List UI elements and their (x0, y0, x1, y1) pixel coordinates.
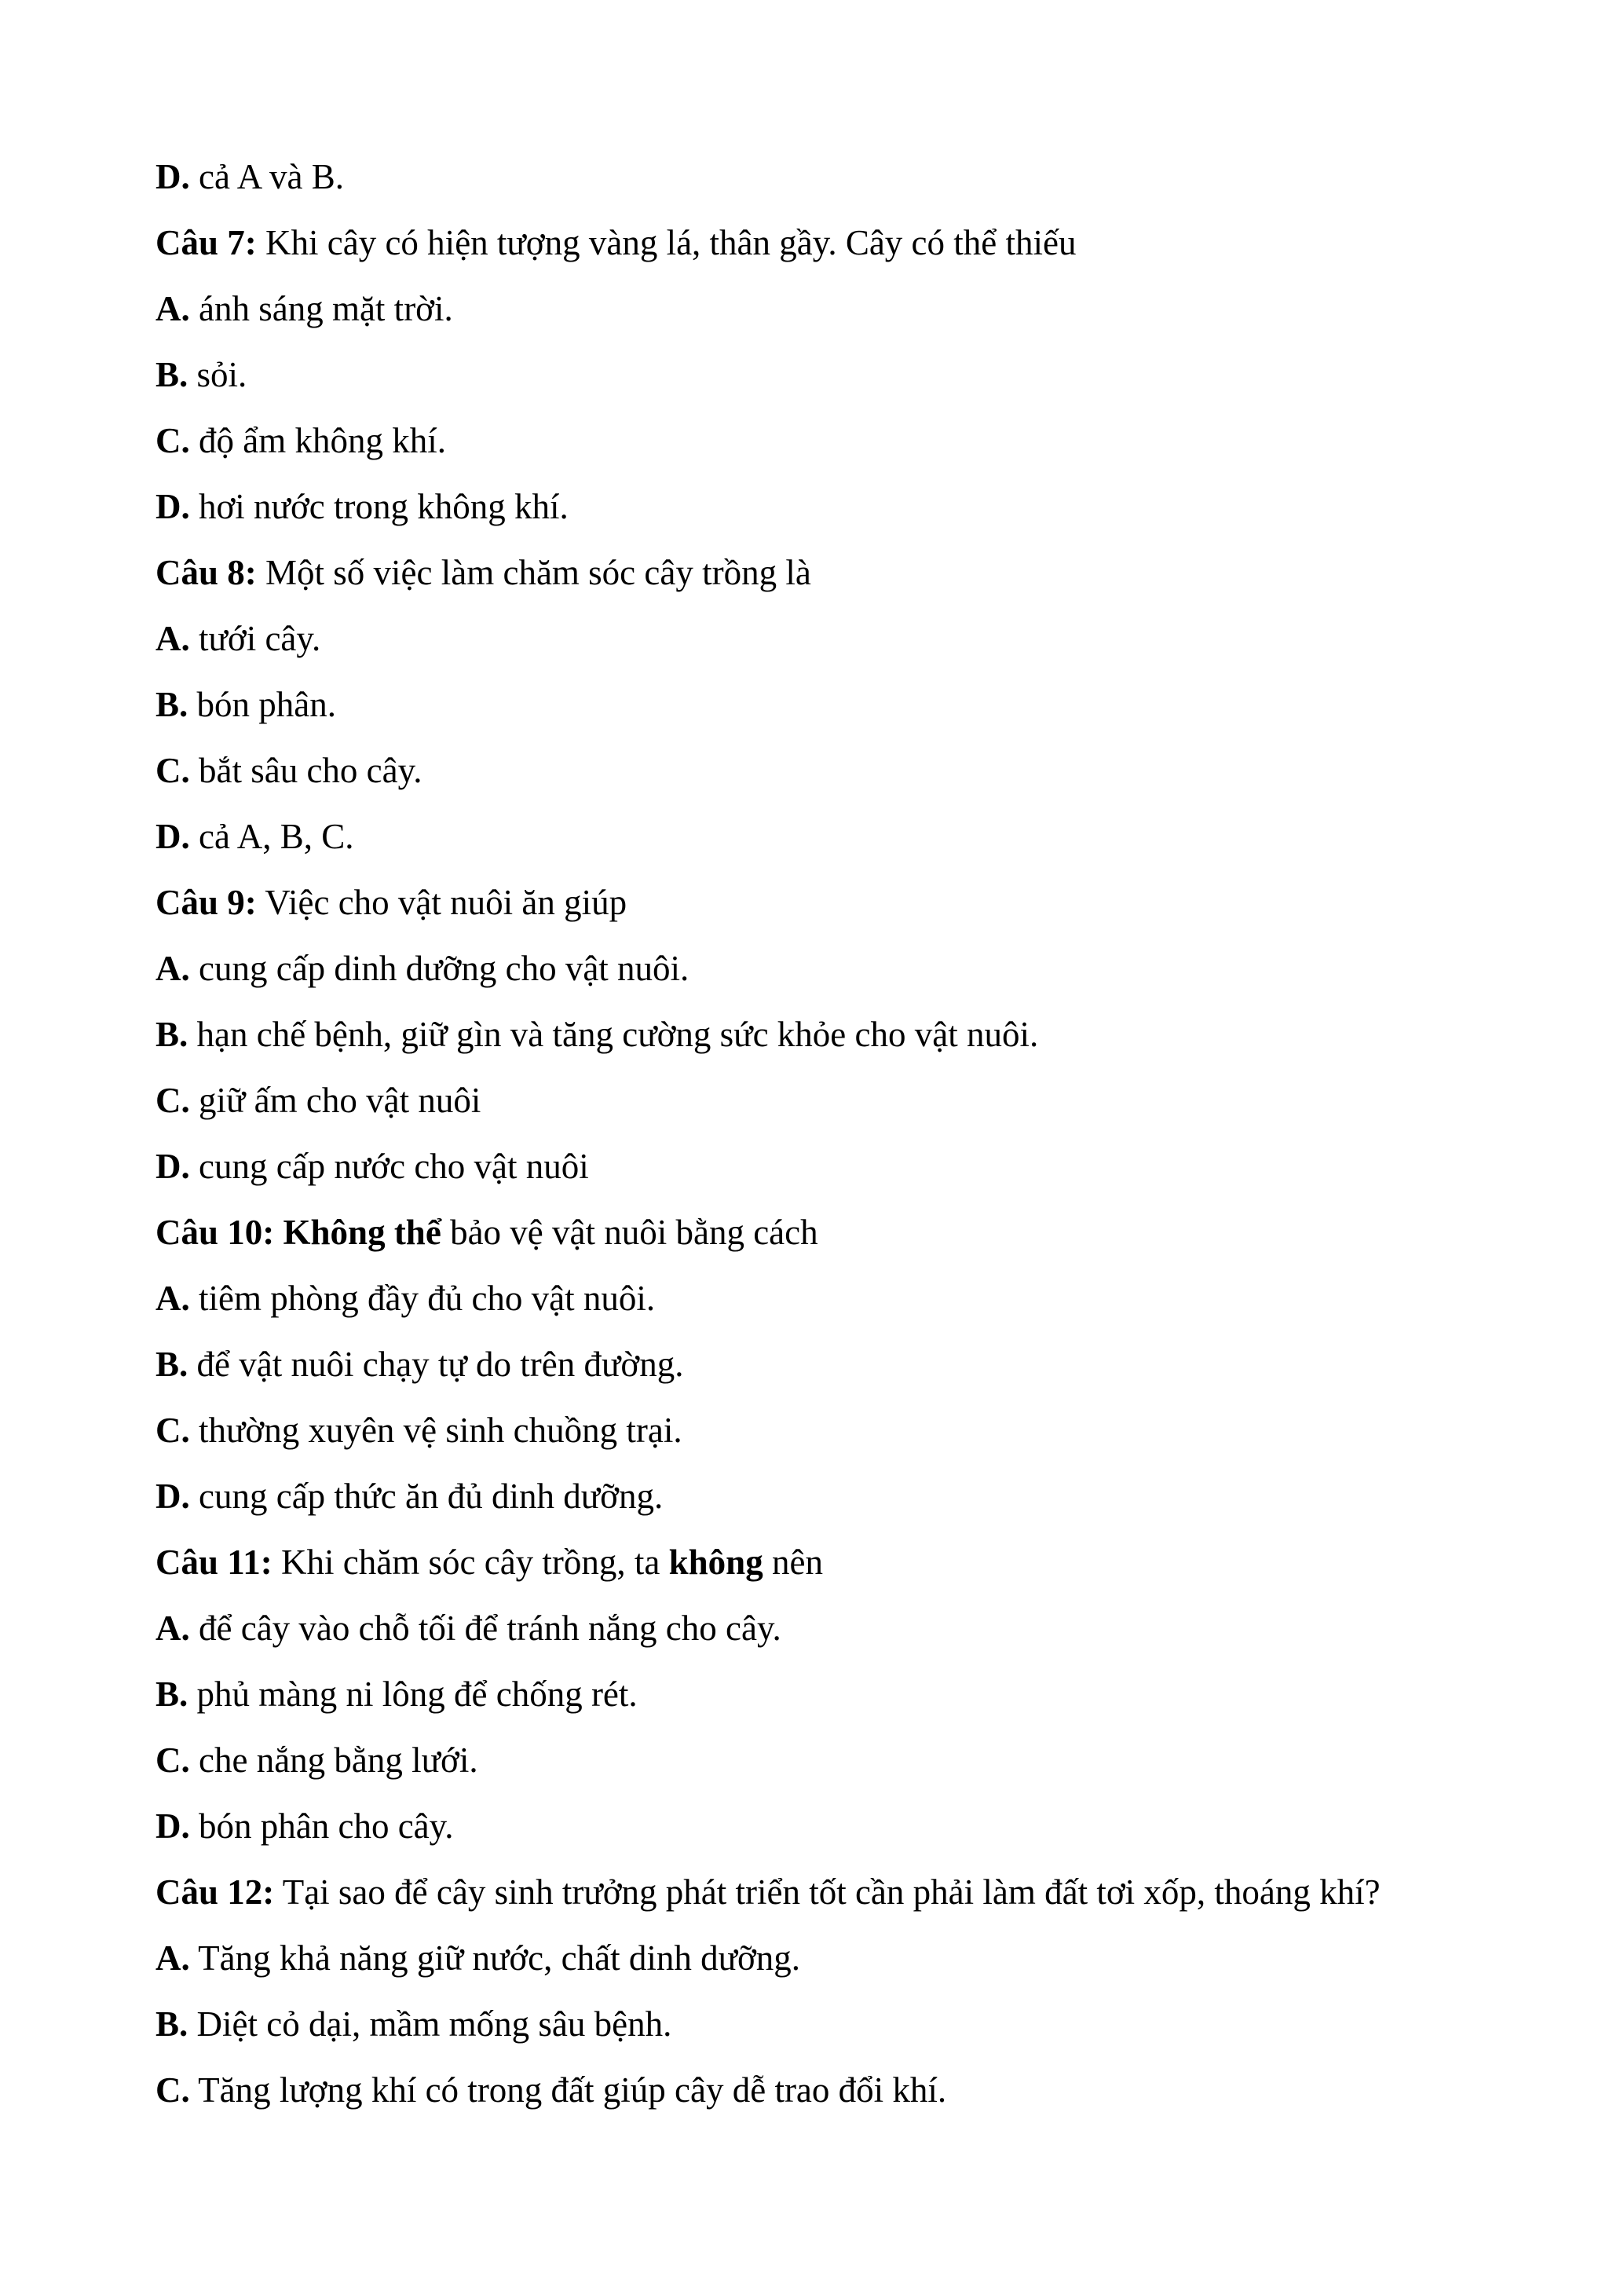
q12-option-c: C. Tăng lượng khí có trong đất giúp cây dễ trao đổi khí. (155, 2070, 947, 2110)
q10-option-c: C. thường xuyên vệ sinh chuồng trại. (155, 1411, 682, 1450)
q11-option-d: D. bón phân cho cây. (155, 1806, 454, 1846)
q9-option-b: B. hạn chế bệnh, giữ gìn và tăng cường sức khỏe cho vật nuôi. (155, 1015, 1039, 1054)
question-12: Câu 12: Tại sao để cây sinh trưởng phát triển tốt cần phải làm đất tơi xốp, thoáng khí? (155, 1872, 1381, 1912)
q12-option-a: A. Tăng khả năng giữ nước, chất dinh dưỡng. (155, 1938, 801, 1978)
q10-option-b: B. để vật nuôi chạy tự do trên đường. (155, 1345, 684, 1384)
q11-option-b: B. phủ màng ni lông để chống rét. (155, 1675, 638, 1714)
q8-option-c: C. bắt sâu cho cây. (155, 751, 422, 790)
question-11: Câu 11: Khi chăm sóc cây trồng, ta không nên (155, 1543, 823, 1582)
q10-option-a: A. tiêm phòng đầy đủ cho vật nuôi. (155, 1279, 656, 1318)
q7-option-d: D. hơi nước trong không khí. (155, 487, 569, 526)
question-7: Câu 7: Khi cây có hiện tượng vàng lá, thân gầy. Cây có thể thiếu (155, 223, 1077, 262)
q7-option-b: B. sỏi. (155, 355, 247, 394)
q11-option-a: A. để cây vào chỗ tối để tránh nắng cho cây. (155, 1609, 781, 1648)
q12-option-b: B. Diệt cỏ dại, mầm mống sâu bệnh. (155, 2004, 672, 2044)
question-10: Câu 10: Không thể bảo vệ vật nuôi bằng cách (155, 1213, 818, 1252)
q10-option-d: D. cung cấp thức ăn đủ dinh dưỡng. (155, 1477, 664, 1516)
option-d-prev: D. cả A và B. (155, 157, 344, 196)
question-8: Câu 8: Một số việc làm chăm sóc cây trồng là (155, 553, 811, 592)
q11-option-c: C. che nắng bằng lưới. (155, 1740, 478, 1780)
q7-option-c: C. độ ẩm không khí. (155, 421, 446, 460)
question-9: Câu 9: Việc cho vật nuôi ăn giúp (155, 883, 627, 922)
q9-option-d: D. cung cấp nước cho vật nuôi (155, 1147, 589, 1186)
q8-option-a: A. tưới cây. (155, 619, 321, 658)
q9-option-c: C. giữ ấm cho vật nuôi (155, 1081, 481, 1120)
q7-option-a: A. ánh sáng mặt trời. (155, 289, 453, 328)
q8-option-d: D. cả A, B, C. (155, 817, 354, 856)
q8-option-b: B. bón phân. (155, 685, 336, 724)
q9-option-a: A. cung cấp dinh dưỡng cho vật nuôi. (155, 949, 689, 988)
